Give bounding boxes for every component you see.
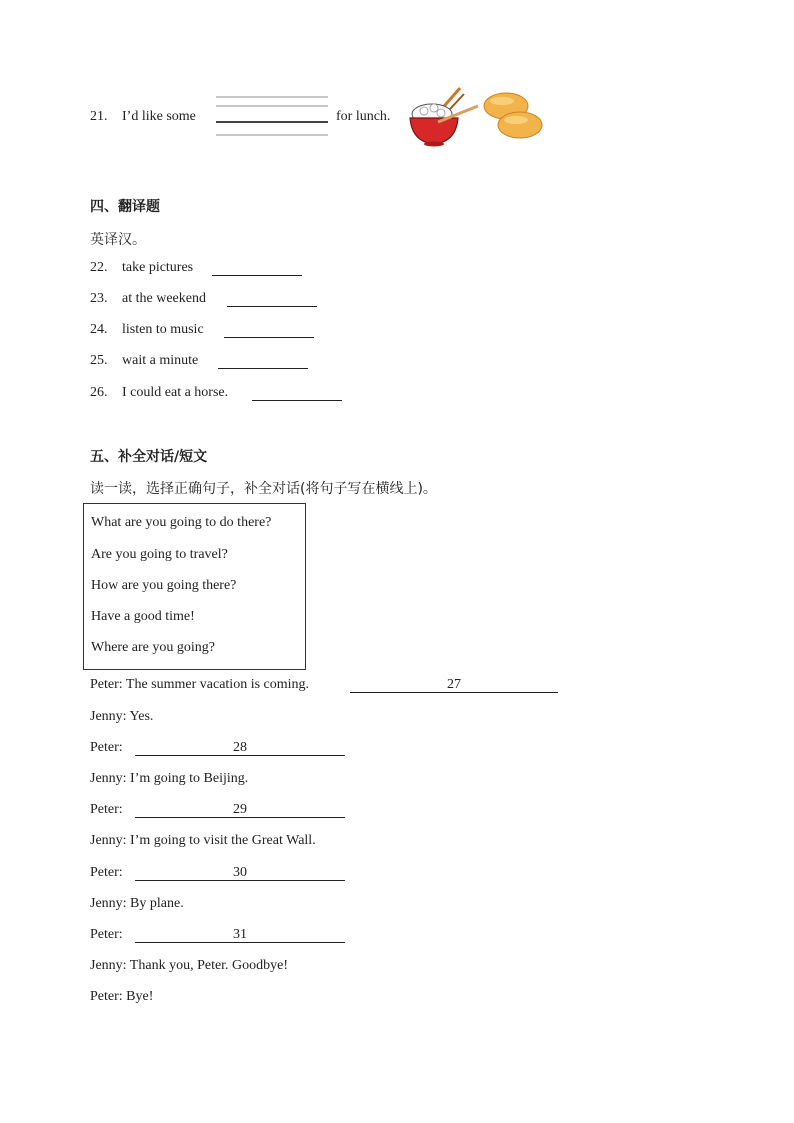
- translation-item-number: 23.: [90, 291, 108, 306]
- dialogue-line: Jenny: I’m going to visit the Great Wall.: [90, 833, 316, 848]
- translation-item-number: 26.: [90, 385, 108, 400]
- rice-bowl-icon: [410, 88, 478, 147]
- blank-number: 30: [233, 865, 247, 880]
- answer-blank[interactable]: [224, 337, 314, 338]
- translation-item-text: at the weekend: [122, 291, 206, 306]
- dialogue-line: Peter:: [90, 927, 123, 942]
- q21-text-after: for lunch.: [336, 109, 391, 124]
- bread-rolls-icon: [484, 93, 542, 138]
- section5-heading: 五、补全对话/短文: [90, 449, 208, 465]
- translation-item-text: take pictures: [122, 260, 194, 275]
- answer-blank[interactable]: [218, 368, 308, 369]
- dialogue-line: Jenny: Thank you, Peter. Goodbye!: [90, 958, 289, 973]
- translation-item-text: listen to music: [122, 322, 204, 337]
- dialogue-line: Peter: The summer vacation is coming.: [90, 677, 310, 692]
- translation-item-number: 25.: [90, 353, 108, 368]
- blank-number: 28: [233, 740, 247, 755]
- dialogue-line: Peter:: [90, 865, 123, 880]
- blank-number: 31: [233, 927, 247, 942]
- q21-text-before: I’d like some: [122, 109, 196, 124]
- answer-blank[interactable]: [227, 306, 317, 307]
- q21-four-line-writing-area[interactable]: [216, 96, 328, 138]
- sentence-option: Where are you going?: [91, 640, 215, 655]
- sentence-option: Have a good time!: [91, 609, 195, 624]
- dialogue-line: Peter:: [90, 740, 123, 755]
- answer-blank[interactable]: [252, 400, 342, 401]
- section5-instruction: 读一读，选择正确句子，补全对话(将句子写在横线上)。: [90, 481, 437, 497]
- translation-item-number: 24.: [90, 322, 108, 337]
- blank-number: 27: [447, 677, 461, 692]
- sentence-option: Are you going to travel?: [91, 547, 228, 562]
- sentence-option: How are you going there?: [91, 578, 237, 593]
- section4-instruction: 英译汉。: [90, 232, 146, 248]
- section4-heading: 四、翻译题: [90, 199, 160, 215]
- dialogue-line: Peter: Bye!: [90, 989, 154, 1004]
- translation-item-text: I could eat a horse.: [122, 385, 229, 400]
- translation-item-text: wait a minute: [122, 353, 199, 368]
- dialogue-line: Jenny: Yes.: [90, 709, 154, 724]
- sentence-option: What are you going to do there?: [91, 515, 272, 530]
- blank-number: 29: [233, 802, 247, 817]
- translation-item-number: 22.: [90, 260, 108, 275]
- q21-picture: [404, 84, 548, 152]
- q21-number: 21.: [90, 109, 108, 124]
- answer-blank[interactable]: [212, 275, 302, 276]
- dialogue-line: Peter:: [90, 802, 123, 817]
- dialogue-line: Jenny: By plane.: [90, 896, 184, 911]
- dialogue-line: Jenny: I’m going to Beijing.: [90, 771, 249, 786]
